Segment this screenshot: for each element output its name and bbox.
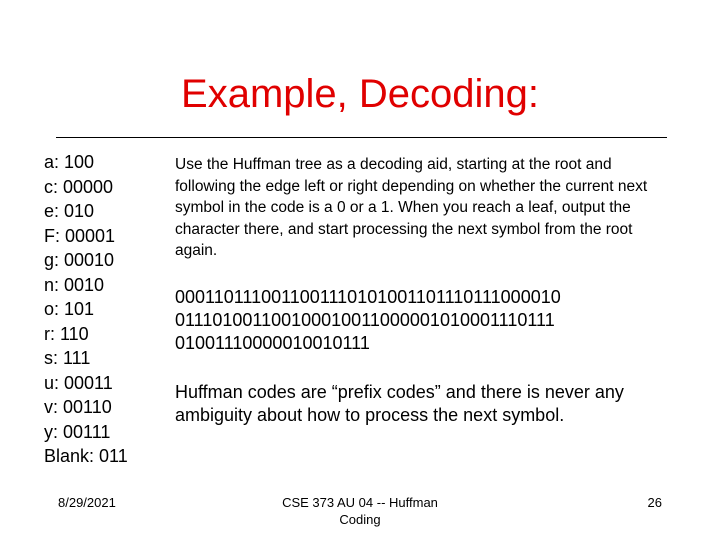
code-entry-a: a: 100 — [44, 152, 95, 172]
code-entry-n: n: 0010 — [44, 274, 105, 295]
title-divider — [56, 137, 667, 138]
bitstring-line: 011101001100100010011000001010001110111 — [175, 310, 555, 330]
code-entry-s: s: 111 — [44, 348, 91, 368]
bitstring-line: 0001101110011001110101001101110111000010 — [175, 287, 561, 307]
code-table — [44, 150, 128, 469]
bitstring-line: 01001110000010010111 — [175, 333, 370, 353]
page-number: 26 — [647, 495, 662, 510]
prefix-code-note: Huffman codes are “prefix codes” and there is never any ambiguity about how to process the next symbol. — [175, 382, 624, 425]
code-entry-c: c: 00000 — [44, 176, 114, 197]
code-entry-o: o: 101 — [44, 299, 95, 319]
code-entry-v: v: 00110 — [44, 397, 112, 417]
decoding-instructions: Use the Huffman tree as a decoding aid, starting at the root and following the edge left or right depending on whether the current next symbol in the code is a 0 or a 1. When you reach a leaf, output the character there, and start processing the next symbol from the root again. — [175, 156, 648, 259]
code-entry-r: r: 110 — [44, 323, 89, 344]
code-entry-u: u: 00011 — [44, 372, 113, 393]
code-entry-blank: Blank: 011 — [44, 446, 128, 466]
code-entry-g: g: 00010 — [44, 250, 115, 270]
slide-title: Example, Decoding: — [181, 72, 539, 116]
code-entry-e: e: 010 — [44, 201, 95, 221]
footer-course: CSE 373 AU 04 -- Huffman Coding — [282, 495, 438, 527]
encoded-bitstring — [175, 286, 561, 355]
code-entry-f: F: 00001 — [44, 225, 116, 246]
footer-date: 8/29/2021 — [58, 495, 116, 510]
code-entry-y: y: 00111 — [44, 421, 111, 442]
